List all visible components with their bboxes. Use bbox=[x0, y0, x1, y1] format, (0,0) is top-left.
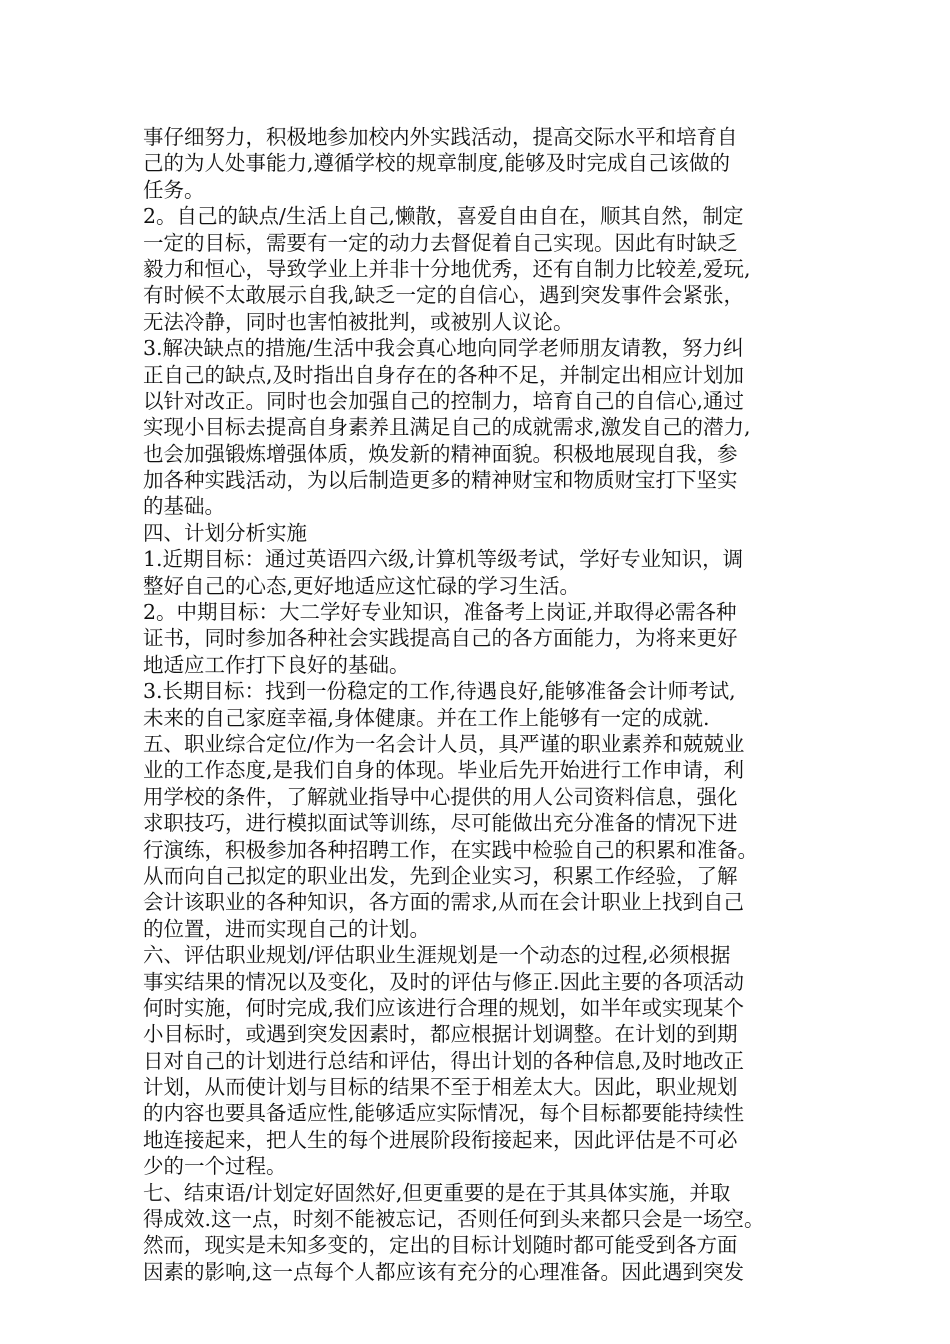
text-line: 得成效.这一点，时刻不能被忘记，否则任何到头来都只会是一场空。 bbox=[143, 1207, 765, 1232]
text-line: 一定的目标，需要有一定的动力去督促着自己实现。因此有时缺乏 bbox=[143, 230, 738, 255]
text-line: 的内容也要具备适应性,能够适应实际情况，每个目标都要能持续性 bbox=[143, 1101, 745, 1126]
text-line: 业的工作态度,是我们自身的体现。毕业后先开始进行工作申请，利 bbox=[143, 758, 745, 783]
text-line: 也会加强锻炼增强体质，焕发新的精神面貌。积极地展现自我，参 bbox=[143, 441, 738, 466]
text-line: 毅力和恒心，导致学业上并非十分地优秀，还有自制力比较差,爱玩, bbox=[143, 256, 751, 281]
text-line: 的位置，进而实现自己的计划。 bbox=[143, 916, 430, 941]
text-line: 然而，现实是未知多变的，定出的目标计划随时都可能受到各方面 bbox=[143, 1233, 738, 1258]
text-line: 求职技巧，进行模拟面试等训练，尽可能做出充分准备的情况下进 bbox=[143, 811, 738, 836]
text-line: 计划，从而使计划与目标的结果不至于相差太大。因此，职业规划 bbox=[143, 1075, 738, 1100]
text-line: 会计该职业的各种知识，各方面的需求,从而在会计职业上找到自己 bbox=[143, 890, 745, 915]
text-line: 以针对改正。同时也会加强自己的控制力，培育自己的自信心,通过 bbox=[143, 388, 745, 413]
text-line: 事实结果的情况以及变化，及时的评估与修正.因此主要的各项活动 bbox=[143, 969, 745, 994]
text-line: 3.解决缺点的措施/生活中我会真心地向同学老师朋友请教，努力纠 bbox=[143, 336, 744, 361]
text-line: 1.近期目标：通过英语四六级,计算机等级考试，学好专业知识，调 bbox=[143, 547, 744, 572]
text-line: 事仔细努力，积极地参加校内外实践活动，提高交际水平和培育自 bbox=[143, 125, 738, 149]
text-line: 任务。 bbox=[143, 177, 205, 202]
text-line: 地适应工作打下良好的基础。 bbox=[143, 652, 410, 677]
text-line: 有时候不太敢展示自我,缺乏一定的自信心，遇到突发事件会紧张， bbox=[143, 283, 745, 308]
text-line: 己的为人处事能力,遵循学校的规章制度,能够及时完成自己该做的 bbox=[143, 151, 731, 176]
text-line: 地连接起来，把人生的每个进展阶段衔接起来，因此评估是不可必 bbox=[143, 1127, 738, 1152]
text-line: 无法冷静，同时也害怕被批判，或被别人议论。 bbox=[143, 309, 574, 334]
text-line: 从而向自己拟定的职业出发，先到企业实习，积累工作经验，了解 bbox=[143, 863, 738, 888]
text-line: 2。自己的缺点/生活上自己,懒散，喜爱自由自在，顺其自然，制定 bbox=[143, 204, 744, 229]
text-line: 实现小目标去提高自身素养且满足自己的成就需求,激发自己的潜力, bbox=[143, 415, 751, 440]
text-line: 何时实施，何时完成,我们应该进行合理的规划，如半年或实现某个 bbox=[143, 995, 745, 1020]
text-line: 未来的自己家庭幸福,身体健康。并在工作上能够有一定的成就. bbox=[143, 705, 710, 730]
text-line: 2。中期目标：大二学好专业知识，准备考上岗证,并取得必需各种 bbox=[143, 600, 737, 625]
text-line: 六、评估职业规划/评估职业生涯规划是一个动态的过程,必须根据 bbox=[143, 943, 731, 968]
section-heading: 四、计划分析实施 bbox=[143, 520, 307, 545]
text-line: 的基础。 bbox=[143, 494, 225, 519]
text-line: 整好自己的心态,更好地适应这忙碌的学习生活。 bbox=[143, 573, 581, 598]
text-line: 证书，同时参加各种社会实践提高自己的各方面能力，为将来更好 bbox=[143, 626, 738, 651]
text-line: 3.长期目标：找到一份稳定的工作,待遇良好,能够准备会计师考试, bbox=[143, 679, 736, 704]
text-line: 用学校的条件，了解就业指导中心提供的用人公司资料信息，强化 bbox=[143, 784, 738, 809]
text-line: 加各种实践活动，为以后制造更多的精神财宝和物质财宝打下坚实 bbox=[143, 468, 738, 493]
text-line: 七、结束语/计划定好固然好,但更重要的是在于其具体实施，并取 bbox=[143, 1180, 731, 1205]
text-line: 正自己的缺点,及时指出自身存在的各种不足，并制定出相应计划加 bbox=[143, 362, 745, 387]
text-line: 小目标时，或遇到突发因素时，都应根据计划调整。在计划的到期 bbox=[143, 1022, 738, 1047]
document-body bbox=[143, 124, 811, 1285]
text-line: 行演练，积极参加各种招聘工作，在实践中检验自己的积累和准备。 bbox=[143, 837, 758, 862]
text-line: 少的一个过程。 bbox=[143, 1154, 287, 1179]
text-line: 日对自己的计划进行总结和评估，得出计划的各种信息,及时地改正 bbox=[143, 1048, 745, 1073]
text-line: 五、职业综合定位/作为一名会计人员，具严谨的职业素养和兢兢业 bbox=[143, 731, 745, 756]
text-line: 因素的影响,这一点每个人都应该有充分的心理准备。因此遇到突发 bbox=[143, 1259, 745, 1284]
